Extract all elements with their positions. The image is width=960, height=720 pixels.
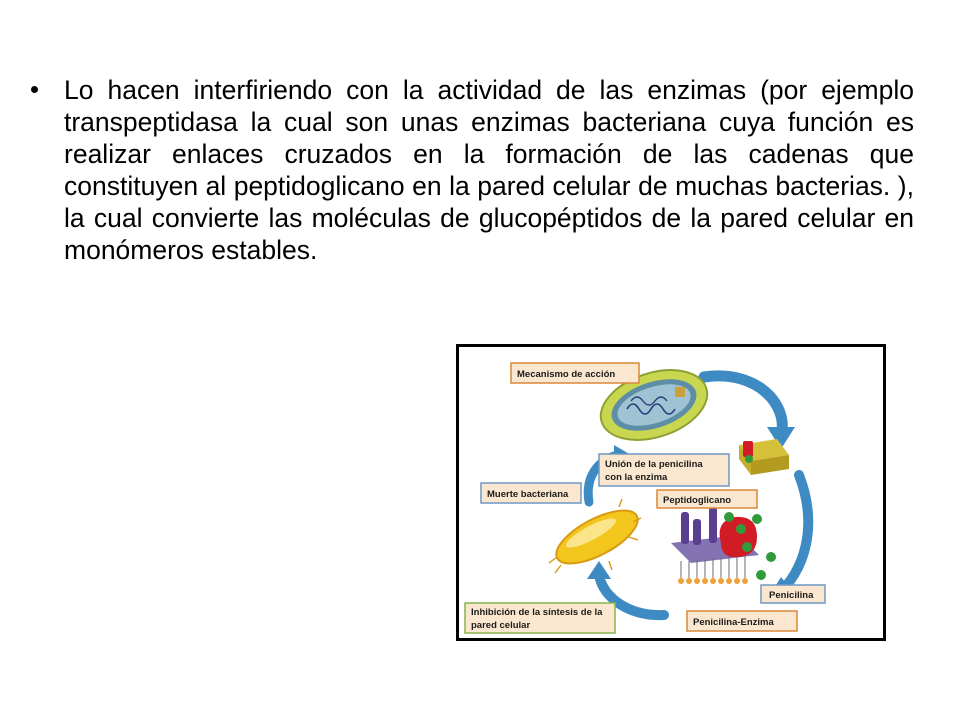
label-peptidoglicano-text: Peptidoglicano bbox=[663, 495, 732, 506]
peptidoglycan-chains-icon bbox=[681, 507, 717, 545]
arrow-bottom-head bbox=[587, 561, 611, 579]
bullet-item bbox=[24, 74, 914, 266]
label-peptidoglicano bbox=[657, 490, 757, 508]
label-union-line2: con la enzima bbox=[605, 472, 668, 483]
label-penicilina-text: Penicilina bbox=[769, 590, 814, 601]
label-penicilina-enzima bbox=[687, 611, 797, 631]
mechanism-diagram bbox=[459, 347, 883, 638]
label-inhibicion-line1: Inhibición de la síntesis de la bbox=[471, 607, 603, 618]
label-union-line1: Unión de la penicilina bbox=[605, 459, 703, 470]
bullet-text: Lo hacen interfiriendo con la actividad de las enzimas (por ejemplo transpeptidasa la cual son unas enzimas bacteriana cuya función es realizar enlaces cruzados en la formación de las cadenas que constituyen al peptidoglicano en la pared celular de muchas bacterias. ), la cual convierte las moléculas de glucopéptidos de la pared celular en monómeros estables. bbox=[64, 75, 914, 265]
label-penicilina-enzima-text: Penicilina-Enzima bbox=[693, 617, 774, 628]
bullet-list bbox=[24, 74, 914, 266]
label-muerte bbox=[481, 483, 581, 503]
label-muerte-text: Muerte bacteriana bbox=[487, 489, 569, 500]
label-penicilina bbox=[761, 585, 825, 603]
arrow-right bbox=[777, 475, 808, 595]
label-union bbox=[599, 454, 729, 486]
bullet-dot bbox=[31, 86, 38, 93]
label-mecanismo-text: Mecanismo de acción bbox=[517, 369, 616, 380]
label-mecanismo bbox=[511, 363, 639, 383]
enzyme-icon bbox=[720, 517, 757, 557]
label-inhibicion bbox=[465, 603, 615, 633]
mechanism-figure bbox=[456, 344, 886, 641]
label-inhibicion-line2: pared celular bbox=[471, 620, 531, 631]
arrow-top bbox=[704, 376, 782, 435]
dead-bacterium-icon bbox=[549, 499, 645, 574]
